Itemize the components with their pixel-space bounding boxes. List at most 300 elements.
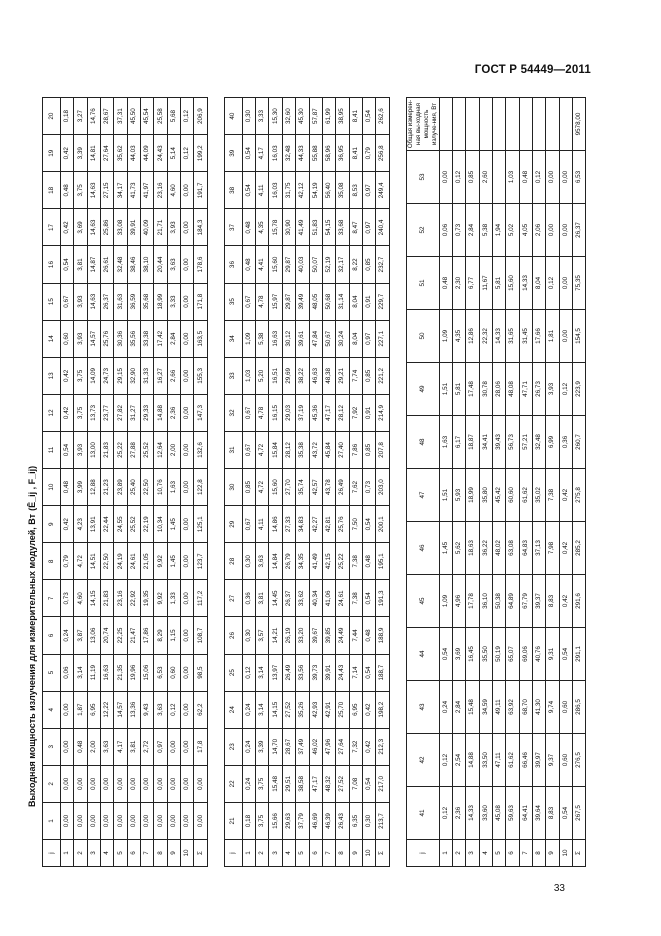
table-row bbox=[269, 98, 282, 867]
data-cell: 2,84 bbox=[167, 320, 180, 357]
data-cell: 249,4 bbox=[376, 172, 389, 209]
column-header: 16 bbox=[43, 246, 61, 283]
data-cell: 21,05 bbox=[141, 543, 154, 580]
column-header: 40 bbox=[224, 98, 242, 135]
data-cell: 14,76 bbox=[87, 98, 100, 135]
data-cell: 0,91 bbox=[362, 394, 375, 431]
total-cell bbox=[532, 98, 545, 151]
table-row bbox=[336, 98, 349, 867]
data-cell: 0,30 bbox=[362, 802, 375, 839]
data-cell: 26,79 bbox=[282, 543, 295, 580]
data-cell: 5,38 bbox=[256, 320, 269, 357]
data-cell: 37,19 bbox=[296, 394, 309, 431]
column-header: 47 bbox=[406, 469, 439, 522]
data-cell: 41,49 bbox=[309, 543, 322, 580]
table-row bbox=[296, 98, 309, 867]
data-cell: 4,17 bbox=[114, 728, 127, 765]
table-row bbox=[439, 98, 452, 867]
data-cell: 40,34 bbox=[309, 580, 322, 617]
data-cell: 4,35 bbox=[256, 209, 269, 246]
data-cell: 30,78 bbox=[479, 363, 492, 416]
data-cell: 123,7 bbox=[194, 543, 207, 580]
data-cell: 32,48 bbox=[282, 135, 295, 172]
data-cell: 0,00 bbox=[181, 394, 194, 431]
data-cell: 35,02 bbox=[532, 469, 545, 522]
data-cell: 3,99 bbox=[74, 469, 87, 506]
data-cell: 29,69 bbox=[282, 357, 295, 394]
data-cell: 14,88 bbox=[466, 734, 479, 787]
data-cell: 3,93 bbox=[546, 363, 559, 416]
data-cell: 2,00 bbox=[87, 728, 100, 765]
table-row bbox=[167, 98, 180, 867]
data-cell: 1,45 bbox=[167, 506, 180, 543]
data-cell: 0,00 bbox=[194, 765, 207, 802]
row-label: 9 bbox=[167, 840, 180, 867]
data-cell: 38,95 bbox=[336, 98, 349, 135]
data-cell: 25,52 bbox=[127, 506, 140, 543]
data-cell: 12,88 bbox=[87, 469, 100, 506]
data-cell: 43,78 bbox=[322, 469, 335, 506]
data-cell: 16,15 bbox=[269, 394, 282, 431]
caption-text: Выходная мощность излучения для измерительных модулей, Вт bbox=[27, 513, 37, 807]
data-cell: 39,61 bbox=[296, 320, 309, 357]
data-cell: 0,00 bbox=[181, 283, 194, 320]
data-cell: 21,71 bbox=[154, 209, 167, 246]
data-cell: 10,76 bbox=[154, 469, 167, 506]
data-cell: 41,30 bbox=[532, 681, 545, 734]
data-cell: 0,00 bbox=[167, 765, 180, 802]
data-cell: 0,00 bbox=[559, 151, 572, 204]
data-cell: 0,00 bbox=[167, 802, 180, 839]
data-cell: 229,7 bbox=[376, 283, 389, 320]
table-row bbox=[141, 98, 154, 867]
data-cell: 24,49 bbox=[336, 617, 349, 654]
data-cell: 0,73 bbox=[362, 469, 375, 506]
data-cell: 36,95 bbox=[336, 135, 349, 172]
data-cell: 45,36 bbox=[309, 394, 322, 431]
column-header: 20 bbox=[43, 98, 61, 135]
data-cell: 1,63 bbox=[167, 469, 180, 506]
data-cell: 7,44 bbox=[349, 617, 362, 654]
data-cell: 14,88 bbox=[154, 394, 167, 431]
data-cell: 39,73 bbox=[309, 654, 322, 691]
data-cell: 50,07 bbox=[309, 246, 322, 283]
column-header: 37 bbox=[224, 209, 242, 246]
data-cell: 0,85 bbox=[362, 357, 375, 394]
data-cell: 34,59 bbox=[479, 681, 492, 734]
data-cell: 4,41 bbox=[256, 246, 269, 283]
data-cell: 147,3 bbox=[194, 394, 207, 431]
data-cell: 8,83 bbox=[546, 575, 559, 628]
data-cell: 3,69 bbox=[452, 628, 465, 681]
data-cell: 15,84 bbox=[269, 431, 282, 468]
row-label: 7 bbox=[141, 840, 154, 867]
data-cell: 33,38 bbox=[141, 320, 154, 357]
data-cell: 3,14 bbox=[256, 654, 269, 691]
data-cell: 64,83 bbox=[519, 522, 532, 575]
row-label: 9 bbox=[349, 840, 362, 867]
data-cell: 25,76 bbox=[101, 320, 114, 357]
data-cell: 68,70 bbox=[519, 681, 532, 734]
column-header: 43 bbox=[406, 681, 439, 734]
data-cell: 3,75 bbox=[256, 765, 269, 802]
data-cell: 16,51 bbox=[269, 357, 282, 394]
data-cell: 0,00 bbox=[194, 802, 207, 839]
data-cell: 35,38 bbox=[296, 431, 309, 468]
data-cell: 51,83 bbox=[309, 209, 322, 246]
data-cell: 0,00 bbox=[181, 802, 194, 839]
sum-label: Σ bbox=[194, 840, 207, 867]
data-cell: 1,87 bbox=[74, 691, 87, 728]
data-cell: 54,19 bbox=[309, 172, 322, 209]
column-header: 13 bbox=[43, 357, 61, 394]
data-cell: 262,6 bbox=[376, 98, 389, 135]
column-header: 21 bbox=[224, 802, 242, 839]
table-row bbox=[519, 98, 532, 867]
data-cell: 22,50 bbox=[101, 543, 114, 580]
row-label: 3 bbox=[466, 840, 479, 867]
data-cell: 6,53 bbox=[573, 151, 586, 204]
data-cell: 195,1 bbox=[376, 543, 389, 580]
data-cell: 0,00 bbox=[114, 802, 127, 839]
data-cell: 31,27 bbox=[127, 394, 140, 431]
column-header: 7 bbox=[43, 580, 61, 617]
data-cell: 47,17 bbox=[309, 765, 322, 802]
data-cell: 155,3 bbox=[194, 357, 207, 394]
data-cell: 0,00 bbox=[61, 765, 74, 802]
data-cell: 24,61 bbox=[127, 543, 140, 580]
data-cell: 8,29 bbox=[154, 617, 167, 654]
data-cell: 3,63 bbox=[256, 543, 269, 580]
data-cell: 46,39 bbox=[322, 802, 335, 839]
data-cell: 4,72 bbox=[256, 431, 269, 468]
data-cell: 23,16 bbox=[114, 580, 127, 617]
standard-header: ГОСТ Р 54449—2011 bbox=[474, 64, 591, 76]
data-cell: 0,54 bbox=[362, 580, 375, 617]
data-cell: 18,99 bbox=[154, 283, 167, 320]
data-cell: 0,00 bbox=[181, 469, 194, 506]
data-cell: 0,00 bbox=[559, 310, 572, 363]
data-cell: 0,00 bbox=[127, 765, 140, 802]
column-header: 14 bbox=[43, 320, 61, 357]
data-cell: 12,22 bbox=[101, 691, 114, 728]
data-cell: 38,22 bbox=[296, 357, 309, 394]
data-cell: 3,81 bbox=[256, 580, 269, 617]
data-cell: 3,39 bbox=[74, 135, 87, 172]
data-cell: 0,48 bbox=[61, 172, 74, 209]
data-cell: 25,70 bbox=[336, 691, 349, 728]
data-cell: 6,35 bbox=[349, 802, 362, 839]
data-cell: 1,63 bbox=[439, 416, 452, 469]
data-cell: 30,90 bbox=[282, 209, 295, 246]
data-cell: 8,41 bbox=[349, 135, 362, 172]
data-cell: 4,60 bbox=[167, 172, 180, 209]
data-cell: 38,58 bbox=[296, 765, 309, 802]
data-cell: 0,00 bbox=[181, 246, 194, 283]
data-cell: 18,87 bbox=[466, 416, 479, 469]
data-cell: 0,24 bbox=[242, 691, 255, 728]
data-cell: 6,17 bbox=[452, 416, 465, 469]
data-cell: 49,11 bbox=[492, 681, 505, 734]
row-label: 10 bbox=[181, 840, 194, 867]
data-cell: 1,03 bbox=[506, 151, 519, 204]
data-cell: 0,00 bbox=[87, 765, 100, 802]
data-cell: 8,04 bbox=[349, 320, 362, 357]
data-cell: 3,75 bbox=[256, 802, 269, 839]
data-cell: 7,62 bbox=[349, 469, 362, 506]
data-cell: 98,5 bbox=[194, 654, 207, 691]
data-cell: 16,03 bbox=[269, 135, 282, 172]
data-cell: 27,64 bbox=[336, 728, 349, 765]
data-cell: 4,72 bbox=[256, 469, 269, 506]
data-cell: 27,52 bbox=[336, 765, 349, 802]
data-cell: 13,36 bbox=[127, 691, 140, 728]
data-cell: 1,51 bbox=[439, 363, 452, 416]
table-caption bbox=[22, 97, 42, 867]
row-label: 10 bbox=[559, 840, 572, 867]
data-cell: 27,40 bbox=[336, 431, 349, 468]
data-cell: 6,99 bbox=[546, 416, 559, 469]
column-header: 3 bbox=[43, 728, 61, 765]
data-cell: 35,80 bbox=[479, 469, 492, 522]
data-cell: 188,7 bbox=[376, 654, 389, 691]
data-cell: 32,60 bbox=[282, 98, 295, 135]
column-header: 24 bbox=[224, 691, 242, 728]
data-cell: 0,60 bbox=[559, 681, 572, 734]
data-cell: 0,00 bbox=[546, 204, 559, 257]
sum-label: Σ bbox=[376, 840, 389, 867]
data-cell: 0,54 bbox=[61, 246, 74, 283]
data-cell: 6,77 bbox=[466, 257, 479, 310]
data-cell: 34,83 bbox=[296, 506, 309, 543]
data-cell: 14,33 bbox=[466, 787, 479, 840]
data-cell: 0,48 bbox=[362, 543, 375, 580]
data-cell: 40,09 bbox=[141, 209, 154, 246]
column-header: 6 bbox=[43, 617, 61, 654]
data-cell: 23,89 bbox=[114, 469, 127, 506]
data-cell: 232,7 bbox=[376, 246, 389, 283]
total-cell bbox=[546, 98, 559, 151]
data-cell: 40,03 bbox=[296, 246, 309, 283]
table-row bbox=[362, 98, 375, 867]
data-cell: 200,1 bbox=[376, 506, 389, 543]
data-cell: 3,39 bbox=[256, 728, 269, 765]
data-cell: 276,5 bbox=[573, 734, 586, 787]
data-cell: 47,84 bbox=[309, 320, 322, 357]
data-cell: 0,00 bbox=[61, 728, 74, 765]
total-column-header: Общая измерен-ная вы-ходная мощность излуче-ния, Вт bbox=[406, 98, 439, 151]
data-cell: 47,71 bbox=[519, 363, 532, 416]
data-cell: 0,00 bbox=[154, 802, 167, 839]
row-header-corner: j bbox=[224, 840, 242, 867]
data-cell: 48,08 bbox=[506, 363, 519, 416]
data-cell: 5,81 bbox=[452, 363, 465, 416]
data-cell: 0,00 bbox=[181, 691, 194, 728]
data-cell: 66,46 bbox=[519, 734, 532, 787]
data-cell: 163,5 bbox=[194, 320, 207, 357]
data-cell: 24,43 bbox=[154, 135, 167, 172]
data-cell: 0,12 bbox=[546, 257, 559, 310]
data-cell: 0,00 bbox=[181, 580, 194, 617]
data-cell: 56,40 bbox=[322, 172, 335, 209]
data-cell: 8,83 bbox=[546, 787, 559, 840]
data-cell: 0,79 bbox=[61, 543, 74, 580]
power-table-1 bbox=[42, 97, 208, 867]
data-cell: 0,30 bbox=[242, 98, 255, 135]
data-cell: 35,68 bbox=[141, 283, 154, 320]
column-header: 39 bbox=[224, 135, 242, 172]
data-cell: 27,64 bbox=[101, 135, 114, 172]
data-cell: 14,15 bbox=[269, 691, 282, 728]
row-label: 8 bbox=[532, 840, 545, 867]
data-cell: 32,48 bbox=[114, 246, 127, 283]
data-cell: 0,00 bbox=[546, 151, 559, 204]
column-header: 35 bbox=[224, 283, 242, 320]
row-label: 2 bbox=[256, 840, 269, 867]
row-label: 8 bbox=[154, 840, 167, 867]
data-cell: 285,2 bbox=[573, 522, 586, 575]
data-cell: 61,99 bbox=[322, 98, 335, 135]
data-cell: 28,67 bbox=[282, 728, 295, 765]
data-cell: 14,86 bbox=[269, 506, 282, 543]
data-cell: 2,00 bbox=[167, 431, 180, 468]
data-cell: 117,2 bbox=[194, 580, 207, 617]
data-cell: 5,68 bbox=[167, 98, 180, 135]
column-header: 31 bbox=[224, 431, 242, 468]
data-cell: 32,17 bbox=[336, 246, 349, 283]
data-cell: 26,19 bbox=[282, 617, 295, 654]
data-cell: 50,67 bbox=[322, 320, 335, 357]
data-cell: 29,87 bbox=[282, 283, 295, 320]
data-cell: 19,35 bbox=[141, 580, 154, 617]
data-cell: 26,73 bbox=[532, 363, 545, 416]
data-cell: 8,04 bbox=[532, 257, 545, 310]
data-cell: 0,42 bbox=[362, 728, 375, 765]
data-cell: 59,63 bbox=[506, 787, 519, 840]
sum-label: Σ bbox=[573, 840, 586, 867]
data-cell: 33,20 bbox=[296, 617, 309, 654]
column-header: 11 bbox=[43, 431, 61, 468]
data-cell: 0,97 bbox=[362, 320, 375, 357]
data-cell: 17,8 bbox=[194, 728, 207, 765]
data-cell: 4,60 bbox=[74, 580, 87, 617]
data-cell: 3,93 bbox=[74, 431, 87, 468]
data-cell: 3,14 bbox=[74, 654, 87, 691]
data-cell bbox=[492, 151, 505, 204]
table-row bbox=[114, 98, 127, 867]
data-cell: 0,00 bbox=[181, 765, 194, 802]
data-cell: 2,36 bbox=[167, 394, 180, 431]
data-cell: 0,24 bbox=[61, 617, 74, 654]
data-cell: 28,06 bbox=[492, 363, 505, 416]
data-cell: 12,86 bbox=[466, 310, 479, 363]
row-label: 2 bbox=[452, 840, 465, 867]
total-cell bbox=[506, 98, 519, 151]
data-cell: 0,42 bbox=[362, 691, 375, 728]
data-cell: 9,43 bbox=[141, 691, 154, 728]
data-cell: 178,6 bbox=[194, 246, 207, 283]
data-cell: 0,91 bbox=[362, 283, 375, 320]
data-cell: 217,0 bbox=[376, 765, 389, 802]
data-cell: 256,8 bbox=[376, 135, 389, 172]
data-cell: 122,8 bbox=[194, 469, 207, 506]
data-cell: 61,62 bbox=[519, 469, 532, 522]
data-cell: 0,00 bbox=[181, 357, 194, 394]
data-cell: 0,85 bbox=[466, 151, 479, 204]
data-cell: 1,09 bbox=[242, 320, 255, 357]
data-cell: 7,38 bbox=[349, 580, 362, 617]
data-cell: 14,21 bbox=[269, 617, 282, 654]
data-cell: 25,22 bbox=[336, 543, 349, 580]
header-row bbox=[43, 98, 61, 867]
data-cell: 0,48 bbox=[439, 257, 452, 310]
data-cell: 0,00 bbox=[181, 320, 194, 357]
data-cell: 16,45 bbox=[466, 628, 479, 681]
data-cell: 0,00 bbox=[114, 765, 127, 802]
data-cell: 23,77 bbox=[101, 394, 114, 431]
data-cell: 14,63 bbox=[87, 283, 100, 320]
data-cell: 0,00 bbox=[101, 802, 114, 839]
column-header: 9 bbox=[43, 506, 61, 543]
data-cell: 29,51 bbox=[282, 765, 295, 802]
table-row bbox=[479, 98, 492, 867]
data-cell: 7,50 bbox=[349, 506, 362, 543]
data-cell: 0,67 bbox=[242, 394, 255, 431]
data-cell: 47,17 bbox=[322, 394, 335, 431]
column-header: 38 bbox=[224, 172, 242, 209]
data-cell: 39,97 bbox=[532, 734, 545, 787]
data-cell: 1,03 bbox=[242, 357, 255, 394]
data-cell: 6,53 bbox=[154, 654, 167, 691]
data-cell: 35,56 bbox=[127, 320, 140, 357]
data-cell: 64,41 bbox=[519, 787, 532, 840]
data-cell: 27,52 bbox=[282, 691, 295, 728]
data-cell: 7,86 bbox=[349, 431, 362, 468]
data-cell: 2,30 bbox=[452, 257, 465, 310]
data-cell: 0,00 bbox=[181, 172, 194, 209]
data-cell: 0,12 bbox=[532, 151, 545, 204]
row-label: 1 bbox=[61, 840, 74, 867]
data-cell: 0,00 bbox=[141, 802, 154, 839]
data-cell: 3,75 bbox=[74, 357, 87, 394]
data-cell: 5,20 bbox=[256, 357, 269, 394]
data-cell: 3,81 bbox=[74, 246, 87, 283]
data-cell: 7,38 bbox=[349, 543, 362, 580]
column-header: 17 bbox=[43, 209, 61, 246]
column-header: 49 bbox=[406, 363, 439, 416]
data-cell: 33,62 bbox=[296, 580, 309, 617]
data-cell: 2,66 bbox=[167, 357, 180, 394]
data-cell: 0,18 bbox=[242, 802, 255, 839]
column-header: 30 bbox=[224, 469, 242, 506]
data-cell: 13,97 bbox=[269, 654, 282, 691]
column-header: 41 bbox=[406, 787, 439, 840]
data-cell: 8,22 bbox=[349, 246, 362, 283]
data-cell: 44,09 bbox=[141, 135, 154, 172]
power-table-3 bbox=[406, 97, 587, 867]
data-cell: 227,1 bbox=[376, 320, 389, 357]
data-cell: 1,81 bbox=[546, 310, 559, 363]
data-cell: 9,31 bbox=[546, 628, 559, 681]
data-cell: 47,96 bbox=[322, 728, 335, 765]
data-cell: 23,16 bbox=[154, 172, 167, 209]
data-cell: 0,00 bbox=[181, 543, 194, 580]
data-cell: 24,61 bbox=[336, 580, 349, 617]
table-row bbox=[349, 98, 362, 867]
data-cell: 188,9 bbox=[376, 617, 389, 654]
data-cell: 31,65 bbox=[506, 310, 519, 363]
data-cell: 26,49 bbox=[282, 654, 295, 691]
